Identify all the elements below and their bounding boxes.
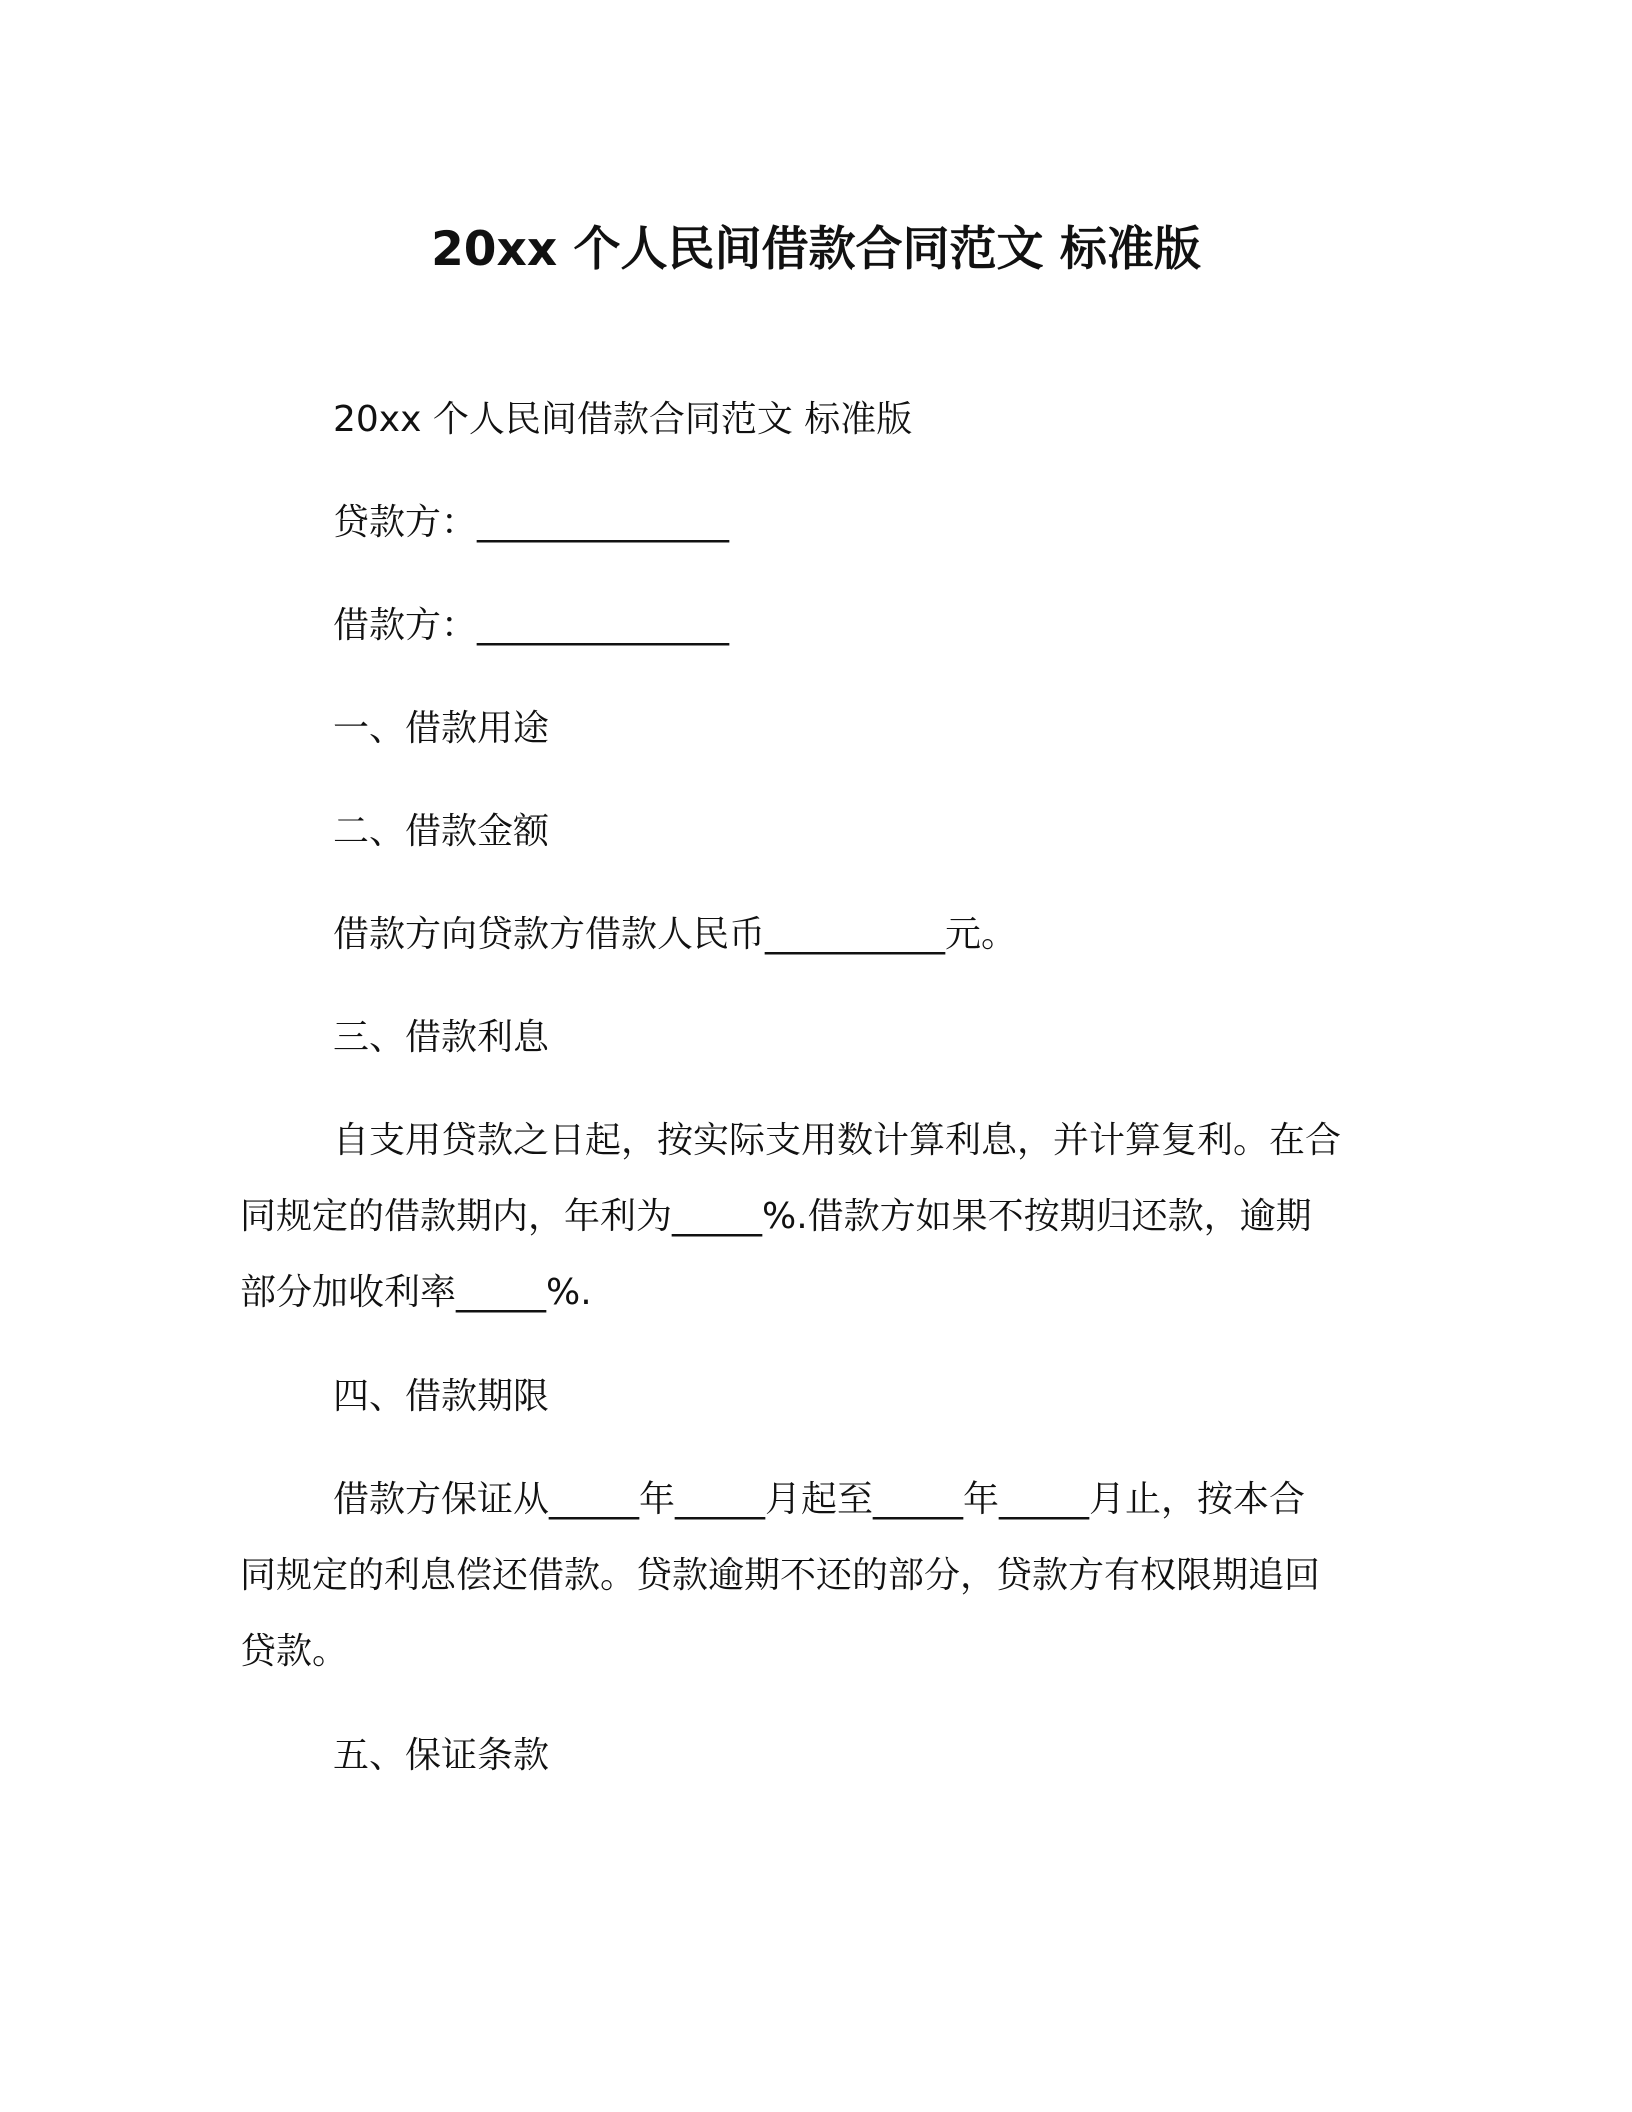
lender-line: 贷款方：______________ [333, 502, 730, 543]
section-2-heading: 二、借款金额 [333, 811, 550, 852]
section-3-body-line: 部分加收利率_____%. [240, 1272, 592, 1313]
document-title: 20xx 个人民间借款合同范文 标准版 [431, 222, 1201, 277]
section-3-heading: 三、借款利息 [333, 1017, 550, 1058]
section-5-heading: 五、保证条款 [333, 1735, 550, 1776]
section-4-body [240, 1462, 1390, 1690]
section-4-heading: 四、借款期限 [333, 1376, 550, 1417]
document-subtitle: 20xx 个人民间借款合同范文 标准版 [333, 399, 913, 440]
section-3-body-line: 自支用贷款之日起，按实际支用数计算利息，并计算复利。在合 [333, 1120, 1342, 1161]
section-3-body [240, 1103, 1390, 1331]
section-1-heading: 一、借款用途 [333, 708, 550, 749]
section-3-body-line: 同规定的借款期内，年利为_____%.借款方如果不按期归还款，逾期 [240, 1196, 1312, 1237]
borrower-line: 借款方：______________ [333, 605, 730, 646]
section-4-body-line: 同规定的利息偿还借款。贷款逾期不还的部分，贷款方有权限期追回 [240, 1555, 1321, 1596]
section-4-body-line: 借款方保证从_____年_____月起至_____年_____月止，按本合 [333, 1479, 1306, 1520]
section-4-body-line: 贷款。 [240, 1631, 349, 1672]
section-2-body: 借款方向贷款方借款人民币__________元。 [333, 914, 1018, 955]
